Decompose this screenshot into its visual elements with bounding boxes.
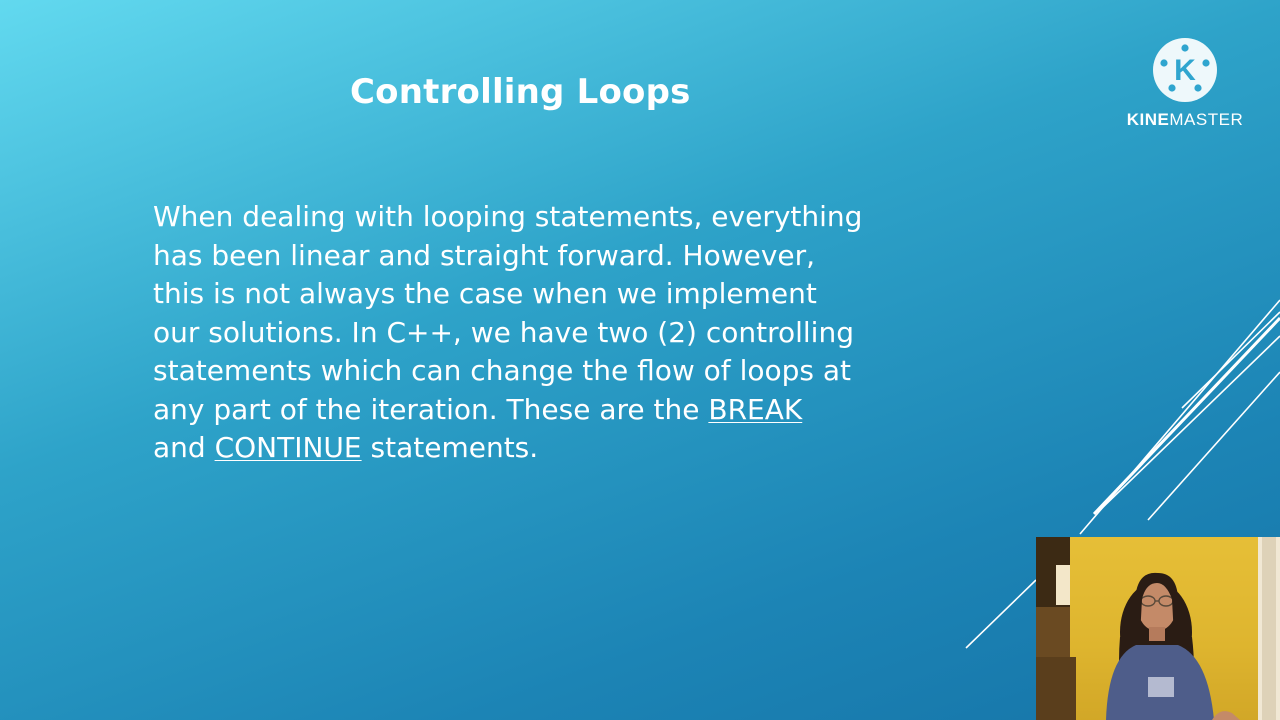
- kinemaster-wordmark: KINEMASTER: [1126, 110, 1244, 129]
- kinemaster-logo-icon: [1153, 38, 1217, 102]
- body-text-part-1: When dealing with looping statements, everything has been linear and straight forward. However, this is not always the case when we implement our solutions. In C++, we have two (2) controlling statements which can change the flow of loops at any part of the iteration. These are the: [153, 200, 863, 426]
- kinemaster-watermark: [1126, 38, 1244, 130]
- body-text-part-3: statements.: [361, 431, 539, 464]
- slide-title: Controlling Loops: [350, 72, 691, 112]
- presenter-video-feed: [1036, 537, 1280, 720]
- slide-body-text: [153, 198, 863, 468]
- body-text-part-2: and: [153, 431, 215, 464]
- logo-letter: K: [1174, 54, 1196, 87]
- keyword-break: BREAK: [708, 392, 803, 426]
- keyword-continue: CONTINUE: [214, 431, 362, 464]
